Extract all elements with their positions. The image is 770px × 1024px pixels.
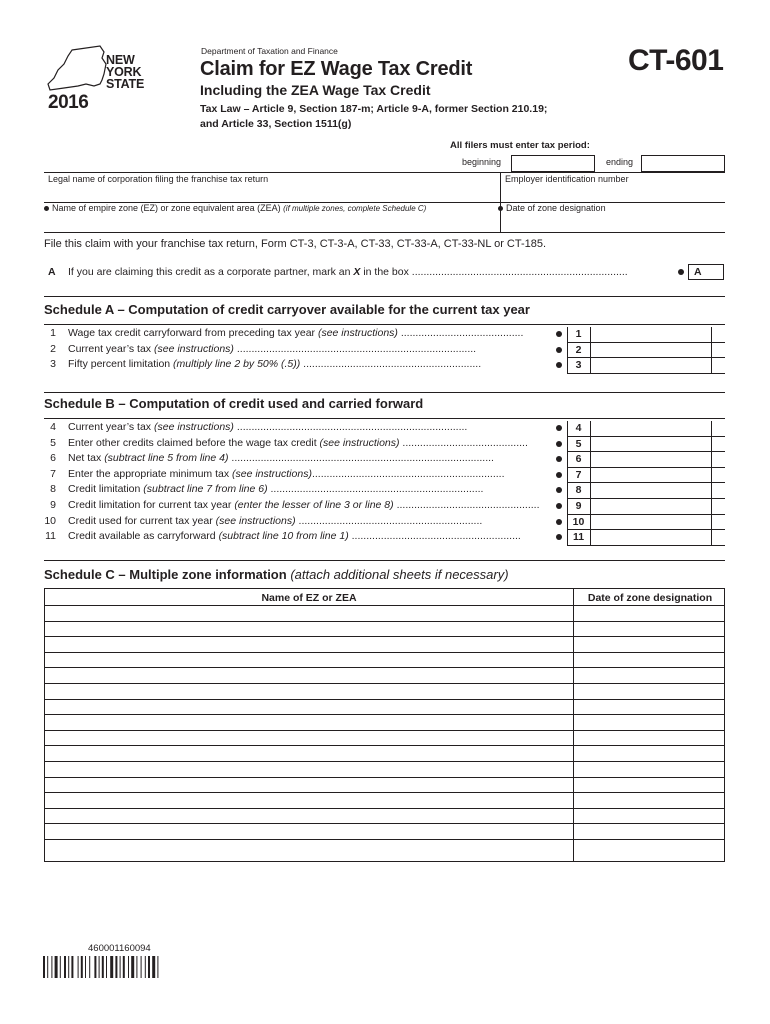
divider: [44, 418, 725, 419]
amount-input[interactable]: [590, 515, 725, 531]
zone-table: [44, 588, 725, 862]
line-number: 7: [50, 467, 56, 480]
zone-name-label: Name of empire zone (EZ) or zone equivalent area (ZEA) (if multiple zones, complete Schedule C): [44, 203, 426, 213]
beginning-label: beginning: [462, 157, 502, 167]
line-label: Credit limitation (subtract line 7 from line 6) .........................................................................: [68, 483, 484, 496]
file-instruction: File this claim with your franchise tax return, Form CT-3, CT-3-A, CT-33, CT-33-A, CT-33-NL or CT-185.: [44, 238, 547, 250]
line-box-number: 5: [567, 437, 590, 453]
line-a: A If you are claiming this credit as a corporate partner, mark an X in the box ..........................................................................: [48, 266, 628, 278]
required-bullet-icon: [556, 472, 562, 478]
form-line-3: [44, 358, 725, 374]
line-label: Enter the appropriate minimum tax (see instructions)..................................................................: [68, 467, 505, 480]
line-number: 11: [45, 530, 56, 543]
required-bullet-icon: [556, 331, 562, 337]
zone-date-label: Date of zone designation: [498, 203, 606, 213]
line-box-number: 4: [567, 421, 590, 437]
table-row-line: [45, 605, 724, 606]
table-row-line: [45, 745, 724, 746]
line-number: 3: [50, 358, 56, 371]
corporate-partner-checkbox[interactable]: A: [688, 264, 724, 280]
amount-input[interactable]: [590, 327, 725, 343]
logo-year: 2016: [48, 92, 89, 113]
table-row-line: [45, 777, 724, 778]
line-number: 9: [50, 499, 56, 511]
line-a-letter: A: [48, 266, 56, 278]
line-number: 6: [50, 452, 56, 465]
schedule-b-title: Schedule B – Computation of credit used and carried forward: [44, 396, 424, 411]
ein-field[interactable]: [500, 172, 725, 203]
line-label: Credit available as carryforward (subtract line 10 from line 1) ..........................................................: [68, 530, 521, 543]
nys-logo: [44, 44, 164, 116]
line-box-number: 3: [567, 358, 590, 374]
line-number: 5: [50, 436, 56, 449]
divider: [44, 324, 725, 325]
form-line-8: [44, 483, 725, 499]
barcode-number: 460001160094: [88, 943, 151, 954]
required-bullet-icon: [44, 206, 49, 211]
form-title: Claim for EZ Wage Tax Credit: [200, 58, 473, 80]
line-number: 10: [44, 514, 56, 527]
line-label: Credit used for current tax year (see instructions) ...............................................................: [68, 514, 483, 527]
form-number: CT-601: [628, 44, 724, 77]
line-label: Fifty percent limitation (multiply line 2 by 50% (.5)) .............................................................: [68, 358, 482, 371]
divider: [44, 296, 725, 297]
form-line-6: [44, 452, 725, 468]
amount-input[interactable]: [590, 530, 725, 546]
zone-date-field[interactable]: [500, 202, 725, 233]
tax-period-ending-input[interactable]: [641, 155, 725, 172]
line-box-number: 6: [567, 452, 590, 468]
line-label: Credit limitation for current tax year (enter the lesser of line 3 or line 8) .................................................: [68, 499, 540, 511]
amount-input[interactable]: [590, 452, 725, 468]
form-line-1: [44, 327, 725, 343]
table-row-line: [45, 761, 724, 762]
zone-name-column-header: Name of EZ or ZEA: [261, 592, 357, 604]
required-bullet-icon: [556, 519, 562, 525]
line-box-number: 11: [567, 530, 590, 546]
amount-input[interactable]: [590, 358, 725, 374]
line-box-number: 1: [567, 327, 590, 343]
department-name: Department of Taxation and Finance: [201, 46, 338, 56]
table-row-line: [45, 683, 724, 684]
required-bullet-icon: [678, 269, 684, 275]
line-number: 8: [50, 483, 56, 496]
table-row-line: [45, 839, 724, 840]
table-row-line: [45, 730, 724, 731]
table-row-line: [45, 823, 724, 824]
amount-input[interactable]: [590, 421, 725, 437]
ending-label: ending: [606, 157, 634, 167]
form-subtitle: Including the ZEA Wage Tax Credit: [200, 82, 431, 98]
tax-period-heading: All filers must enter tax period:: [450, 140, 590, 151]
line-box-number: 7: [567, 468, 590, 484]
required-bullet-icon: [556, 347, 562, 353]
zone-name-field[interactable]: [44, 202, 500, 233]
form-line-9: [44, 499, 725, 515]
barcode-icon: [43, 956, 193, 978]
divider: [44, 392, 725, 393]
line-box-number: 8: [567, 483, 590, 499]
tax-period-beginning-input[interactable]: [511, 155, 595, 172]
schedule-a-title: Schedule A – Computation of credit carryover available for the current tax year: [44, 302, 530, 317]
table-row-line: [45, 808, 724, 809]
line-label: Wage tax credit carryforward from preceding tax year (see instructions) ..........................................: [68, 327, 524, 339]
schedule-c-title: Schedule C – Multiple zone information (attach additional sheets if necessary): [44, 567, 509, 582]
ein-label: Employer identification number: [505, 174, 629, 184]
line-number: 4: [50, 421, 56, 433]
legal-name-field[interactable]: [44, 172, 500, 203]
line-number: 2: [50, 342, 56, 355]
logo-text: NEW YORK STATE: [106, 53, 145, 91]
form-line-10: [44, 515, 725, 531]
amount-input[interactable]: [590, 437, 725, 453]
table-row-line: [45, 792, 724, 793]
amount-input[interactable]: [590, 343, 725, 359]
table-row-line: [45, 636, 724, 637]
form-line-7: [44, 468, 725, 484]
line-label: Current year’s tax (see instructions) ...............................................................................: [68, 421, 468, 433]
line-box-number: 2: [567, 343, 590, 359]
table-row-line: [45, 621, 724, 622]
table-row-line: [45, 652, 724, 653]
line-label: Current year’s tax (see instructions) ..................................................................................: [68, 342, 477, 355]
table-row-line: [45, 714, 724, 715]
required-bullet-icon: [556, 425, 562, 431]
amount-input[interactable]: [590, 468, 725, 484]
line-box-number: 9: [567, 499, 590, 515]
amount-input[interactable]: [590, 499, 725, 515]
required-bullet-icon: [498, 206, 503, 211]
line-label: Net tax (subtract line 5 from line 4) ..........................................................................................: [68, 452, 494, 465]
line-label: Enter other credits claimed before the wage tax credit (see instructions) ...........................................: [68, 436, 528, 449]
required-bullet-icon: [556, 503, 562, 509]
table-row-line: [45, 699, 724, 700]
required-bullet-icon: [556, 441, 562, 447]
line-number: 1: [50, 327, 56, 339]
line-box-number: 10: [567, 515, 590, 531]
legal-name-label: Legal name of corporation filing the franchise tax return: [48, 174, 269, 184]
amount-input[interactable]: [590, 483, 725, 499]
table-row-line: [45, 667, 724, 668]
form-line-4: [44, 421, 725, 437]
tax-law-reference: Tax Law – Article 9, Section 187-m; Article 9-A, former Section 210.19; and Article 33, Section 1511(g): [200, 103, 548, 130]
zone-date-column-header: Date of zone designation: [587, 592, 713, 604]
form-line-11: [44, 530, 725, 546]
form-line-5: [44, 437, 725, 453]
form-line-2: [44, 343, 725, 359]
divider: [44, 560, 725, 561]
